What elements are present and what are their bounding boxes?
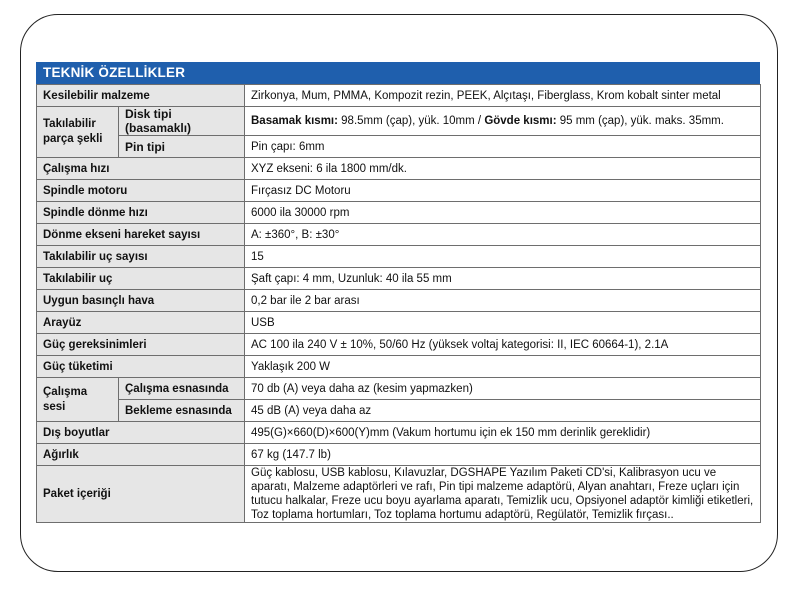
row-sublabel: Disk tipi (basamaklı) bbox=[119, 107, 245, 136]
table-row bbox=[37, 107, 761, 136]
row-label: Takılabilir uç sayısı bbox=[37, 246, 245, 268]
table-row bbox=[37, 290, 761, 312]
row-value bbox=[245, 107, 761, 136]
row-label: Dönme ekseni hareket sayısı bbox=[37, 224, 245, 246]
table-row bbox=[37, 466, 761, 523]
body-label: Gövde kısmı: bbox=[484, 115, 557, 127]
row-value: 495(G)×660(D)×600(Y)mm (Vakum hortumu için ek 150 mm derinlik gereklidir) bbox=[245, 422, 761, 444]
table-row bbox=[37, 334, 761, 356]
body-value: 95 mm (çap), yük. maks. 35mm. bbox=[556, 115, 724, 127]
row-value: 67 kg (147.7 lb) bbox=[245, 444, 761, 466]
step-value: 98.5mm (çap), yük. 10mm / bbox=[337, 115, 485, 127]
row-value: AC 100 ila 240 V ± 10%, 50/60 Hz (yüksek voltaj kategorisi: II, IEC 60664-1), 2.1A bbox=[245, 334, 761, 356]
row-value: Yaklaşık 200 W bbox=[245, 356, 761, 378]
row-group-label: Takılabilir parça şekli bbox=[37, 107, 119, 158]
row-value: Güç kablosu, USB kablosu, Kılavuzlar, DGSHAPE Yazılım Paketi CD'si, Kalibrasyon ucu ve aparatı, Malzeme adaptörleri ve rafı, Pin tipi malzeme adaptörü, Alyan anahtarı, Freze uçları için tutucu halkalar, Freze ucu boyu ayarlama aparatı, Temizlik ucu, Opsiyonel adaptör kimliği etiketleri, Toz toplama hortumları, Toz toplama hortumu adaptörü, Regülatör, Temizlik fırçası.. bbox=[245, 466, 761, 523]
row-value: A: ±360°, B: ±30° bbox=[245, 224, 761, 246]
row-sublabel: Çalışma esnasında bbox=[119, 378, 245, 400]
row-value: 0,2 bar ile 2 bar arası bbox=[245, 290, 761, 312]
row-sublabel: Pin tipi bbox=[119, 136, 245, 158]
table-row bbox=[37, 246, 761, 268]
row-value: XYZ ekseni: 6 ila 1800 mm/dk. bbox=[245, 158, 761, 180]
row-value: Şaft çapı: 4 mm, Uzunluk: 40 ila 55 mm bbox=[245, 268, 761, 290]
table-row bbox=[37, 312, 761, 334]
row-label: Kesilebilir malzeme bbox=[37, 85, 245, 107]
row-label: Güç tüketimi bbox=[37, 356, 245, 378]
table-row bbox=[37, 356, 761, 378]
table-row bbox=[37, 422, 761, 444]
spec-title: TEKNİK ÖZELLİKLER bbox=[36, 62, 760, 84]
row-value: 15 bbox=[245, 246, 761, 268]
row-value: USB bbox=[245, 312, 761, 334]
row-value: 45 dB (A) veya daha az bbox=[245, 400, 761, 422]
spec-table bbox=[36, 84, 761, 523]
row-value: 70 db (A) veya daha az (kesim yapmazken) bbox=[245, 378, 761, 400]
row-label: Takılabilir uç bbox=[37, 268, 245, 290]
row-label: Dış boyutlar bbox=[37, 422, 245, 444]
row-value: Pin çapı: 6mm bbox=[245, 136, 761, 158]
row-label: Paket içeriği bbox=[37, 466, 245, 523]
row-value: Fırçasız DC Motoru bbox=[245, 180, 761, 202]
row-label: Çalışma hızı bbox=[37, 158, 245, 180]
row-label: Ağırlık bbox=[37, 444, 245, 466]
row-label: Uygun basınçlı hava bbox=[37, 290, 245, 312]
row-label: Spindle dönme hızı bbox=[37, 202, 245, 224]
table-row bbox=[37, 378, 761, 400]
row-value: Zirkonya, Mum, PMMA, Kompozit rezin, PEEK, Alçıtaşı, Fiberglass, Krom kobalt sinter metal bbox=[245, 85, 761, 107]
row-label: Spindle motoru bbox=[37, 180, 245, 202]
row-sublabel: Bekleme esnasında bbox=[119, 400, 245, 422]
table-row bbox=[37, 180, 761, 202]
spec-sheet bbox=[36, 62, 760, 523]
table-row bbox=[37, 202, 761, 224]
table-row bbox=[37, 400, 761, 422]
table-row bbox=[37, 158, 761, 180]
row-value: 6000 ila 30000 rpm bbox=[245, 202, 761, 224]
row-label: Güç gereksinimleri bbox=[37, 334, 245, 356]
row-group-label: Çalışma sesi bbox=[37, 378, 119, 422]
row-label: Arayüz bbox=[37, 312, 245, 334]
step-label: Basamak kısmı: bbox=[251, 115, 338, 127]
table-row bbox=[37, 268, 761, 290]
table-row bbox=[37, 136, 761, 158]
table-row bbox=[37, 224, 761, 246]
table-row bbox=[37, 85, 761, 107]
table-row bbox=[37, 444, 761, 466]
